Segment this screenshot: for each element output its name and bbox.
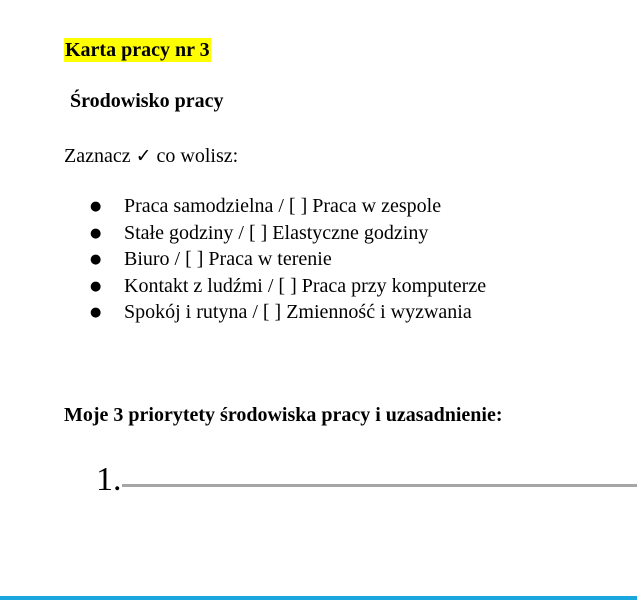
option-label: Biuro / [ ] Praca w terenie [124, 248, 332, 270]
instruction-before: Zaznacz [64, 145, 131, 167]
answer-number: 1. [96, 461, 122, 498]
instruction-text [64, 144, 238, 168]
section-subtitle: Środowisko pracy [70, 90, 224, 112]
answer-line[interactable] [122, 484, 637, 487]
option-label: Stałe godziny / [ ] Elastyczne godziny [124, 221, 429, 244]
bullet-icon: ● [90, 199, 102, 214]
footer-divider [0, 596, 637, 600]
instruction-after: co wolisz: [156, 145, 239, 167]
answer-row-1[interactable] [96, 460, 637, 500]
option-label: Spokój i rutyna / [ ] Zmienność i wyzwania [124, 301, 472, 323]
checkmark-icon: ✓ [135, 145, 152, 167]
bullet-icon: ● [90, 305, 102, 320]
option-label: Praca samodzielna / [ ] Praca w zespole [124, 195, 442, 217]
priorities-heading: Moje 3 priorytety środowiska pracy i uzasadnienie: [64, 404, 503, 426]
option-label: Kontakt z ludźmi / [ ] Praca przy komputerze [124, 274, 487, 297]
worksheet-title: Karta pracy nr 3 [65, 39, 210, 61]
bullet-icon: ● [90, 278, 102, 294]
bullet-icon: ● [90, 252, 102, 267]
bullet-icon: ● [90, 225, 102, 241]
